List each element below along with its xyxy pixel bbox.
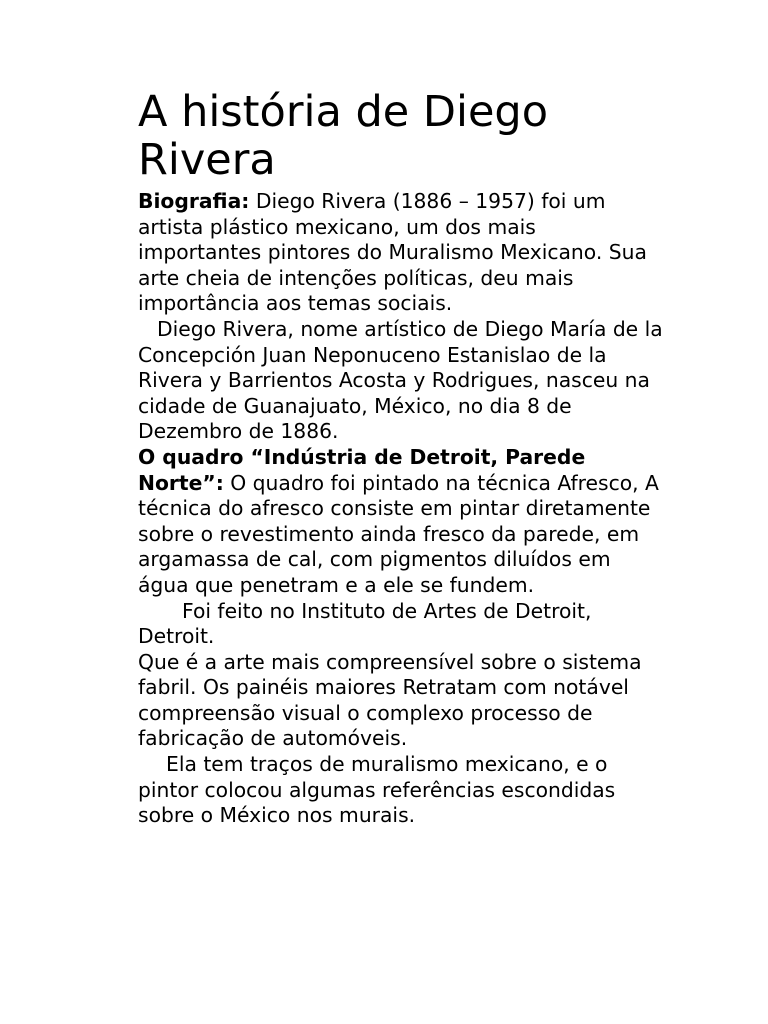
paragraph-muralismo [138,752,663,829]
document-page [138,88,663,829]
paragraph-text: Ela tem traços de muralismo mexicano, e o pintor colocou algumas referências escondidas sobre o México nos murais. [138,752,616,828]
paragraph-label: Biografia: [138,189,250,213]
paragraph-biografia [138,189,663,317]
paragraph-text: Foi feito no Instituto de Artes de Detroit, Detroit. [138,598,592,649]
paragraph-instituto [138,599,663,650]
paragraph-quadro [138,445,663,599]
paragraph-text: Que é a arte mais compreensível sobre o sistema fabril. Os painéis maiores Retratam com notável compreensão visual o complexo processo de fabricação de automóveis. [138,649,642,751]
paragraph-text: Diego Rivera (1886 – 1957) foi um artista plástico mexicano, um dos mais importantes pintores do Muralismo Mexicano. Sua arte cheia de intenções políticas, deu mais importância aos temas sociais. [138,189,647,316]
document-body [138,189,663,829]
document-title: A história de Diego Rivera [138,87,549,185]
paragraph-text: O quadro foi pintado na técnica Afresco, A técnica do afresco consiste em pintar diretamente sobre o revestimento ainda fresco da parede, em argamassa de cal, com pigmentos diluídos em água que penetram e a ele se fundem. [138,470,659,597]
paragraph-arte [138,650,663,752]
paragraph-nome [138,317,663,445]
paragraph-text: Diego Rivera, nome artístico de Diego María de la Concepción Juan Neponuceno Estanislao de la Rivera y Barrientos Acosta y Rodrigues, nasceu na cidade de Guanajuato, México, no dia 8 de Dezembro de 1886. [138,316,663,444]
paragraph-label: O quadro “Indústria de Detroit, Parede Norte”: [138,444,586,495]
